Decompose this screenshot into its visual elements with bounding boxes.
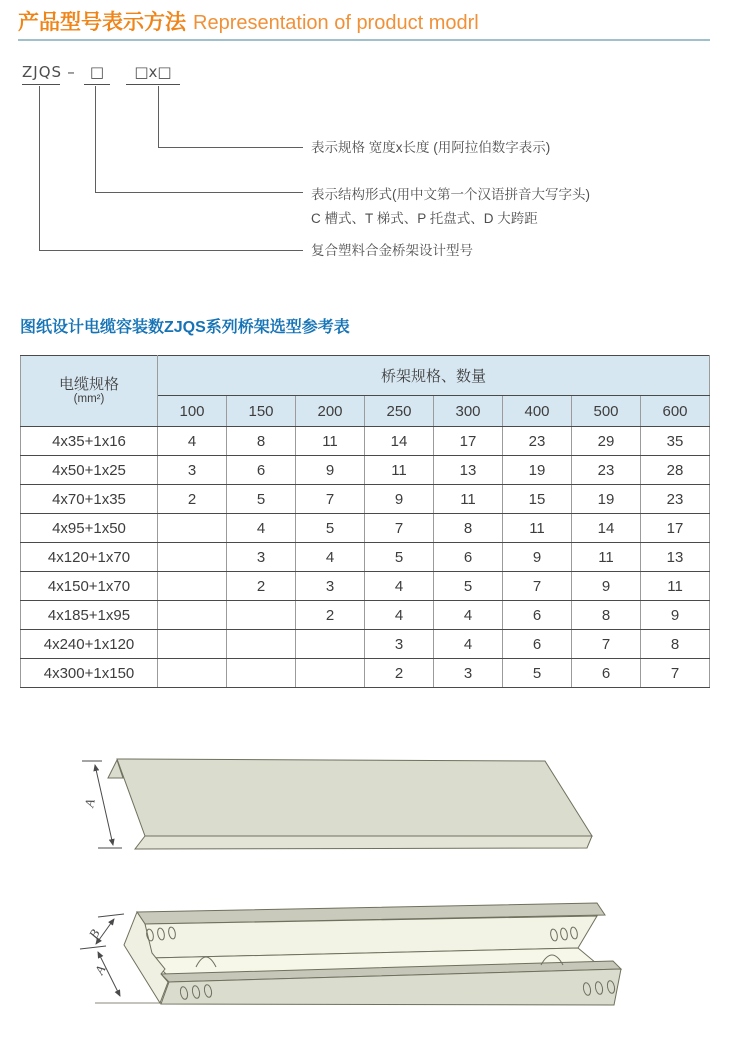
quantity-cell: [158, 630, 227, 659]
label-structure-line1: 表示结构形式(用中文第一个汉语拼音大写字头): [311, 187, 590, 202]
cable-spec-cell: 4x95+1x50: [21, 514, 158, 543]
quantity-cell: 9: [503, 543, 572, 572]
quantity-cell: 2: [296, 601, 365, 630]
connector-line-structure-horizontal: [95, 192, 303, 193]
quantity-cell: [158, 601, 227, 630]
table-row: [21, 543, 710, 572]
cable-spec-unit-text: (mm²): [73, 393, 105, 405]
cable-tray-drawing: [60, 895, 640, 1015]
connector-line-spec-vertical: [158, 86, 159, 147]
quantity-cell: 23: [503, 427, 572, 456]
selection-reference-table: [20, 355, 710, 688]
cable-spec-cell: 4x70+1x35: [21, 485, 158, 514]
cable-spec-cell: 4x50+1x25: [21, 456, 158, 485]
table-row: [21, 601, 710, 630]
table-row: [21, 630, 710, 659]
quantity-cell: 35: [641, 427, 710, 456]
quantity-cell: 11: [296, 427, 365, 456]
quantity-cell: 3: [365, 630, 434, 659]
quantity-cell: 28: [641, 456, 710, 485]
cable-spec-header-cell: [21, 356, 158, 427]
size-header-cell: 100: [158, 396, 227, 427]
quantity-cell: 4: [434, 601, 503, 630]
label-design-meaning: 复合塑料合金桥架设计型号: [311, 243, 473, 258]
quantity-cell: 5: [296, 514, 365, 543]
title-underline: [18, 39, 710, 41]
quantity-cell: 4: [158, 427, 227, 456]
page-title-en: Representation of product modrl: [193, 12, 479, 34]
quantity-cell: 29: [572, 427, 641, 456]
connector-line-structure-vertical: [95, 86, 96, 192]
table-row: [21, 485, 710, 514]
quantity-cell: 9: [365, 485, 434, 514]
quantity-cell: 6: [503, 601, 572, 630]
cable-spec-cell: 4x120+1x70: [21, 543, 158, 572]
quantity-cell: 13: [641, 543, 710, 572]
model-code-spec-box: □x□: [126, 63, 180, 85]
size-header-cell: 200: [296, 396, 365, 427]
quantity-cell: 17: [434, 427, 503, 456]
quantity-cell: [296, 659, 365, 688]
quantity-cell: 14: [365, 427, 434, 456]
quantity-cell: 11: [434, 485, 503, 514]
model-code-prefix: ZJQS: [22, 63, 60, 85]
quantity-cell: 19: [503, 456, 572, 485]
cover-front-edge: [135, 836, 592, 849]
cable-spec-cell: 4x185+1x95: [21, 601, 158, 630]
label-structure-meaning: [311, 183, 590, 231]
size-header-cell: 600: [641, 396, 710, 427]
quantity-cell: 23: [572, 456, 641, 485]
quantity-cell: [158, 572, 227, 601]
quantity-cell: 15: [503, 485, 572, 514]
quantity-cell: 5: [503, 659, 572, 688]
cable-spec-cell: 4x150+1x70: [21, 572, 158, 601]
size-header-cell: 500: [572, 396, 641, 427]
quantity-cell: 14: [572, 514, 641, 543]
quantity-cell: 7: [503, 572, 572, 601]
table-body: [21, 427, 710, 688]
connector-line-design-vertical: [39, 86, 40, 250]
cable-spec-cell: 4x35+1x16: [21, 427, 158, 456]
table-row: [21, 456, 710, 485]
quantity-cell: [227, 659, 296, 688]
quantity-cell: [158, 659, 227, 688]
cover-dim-label-a: A: [81, 797, 98, 809]
quantity-cell: 4: [227, 514, 296, 543]
quantity-cell: 4: [296, 543, 365, 572]
table-row: [21, 572, 710, 601]
quantity-cell: 2: [158, 485, 227, 514]
quantity-cell: 4: [365, 572, 434, 601]
cover-plate-drawing: [70, 746, 610, 856]
label-structure-line2: C 槽式、T 梯式、P 托盘式、D 大跨距: [311, 211, 538, 226]
tray-dim-label-b: B: [85, 926, 103, 941]
label-spec-meaning: 表示规格 宽度x长度 (用阿拉伯数字表示): [311, 140, 551, 155]
quantity-cell: 23: [641, 485, 710, 514]
quantity-cell: 3: [158, 456, 227, 485]
tray-dim-tick-top: [98, 914, 124, 917]
tray-dim-tick-middle: [80, 946, 106, 949]
model-code-structure-box: □: [84, 63, 110, 85]
quantity-cell: 2: [365, 659, 434, 688]
connector-line-design-horizontal: [39, 250, 303, 251]
table-row: [21, 659, 710, 688]
quantity-cell: 9: [641, 601, 710, 630]
quantity-cell: 4: [365, 601, 434, 630]
tray-dim-label-a: A: [91, 962, 109, 977]
tray-size-group-header-cell: 桥架规格、数量: [158, 356, 710, 396]
size-header-cell: 250: [365, 396, 434, 427]
quantity-cell: 5: [365, 543, 434, 572]
quantity-cell: 2: [227, 572, 296, 601]
quantity-cell: 9: [296, 456, 365, 485]
cable-spec-cell: 4x300+1x150: [21, 659, 158, 688]
quantity-cell: 6: [572, 659, 641, 688]
quantity-cell: 7: [296, 485, 365, 514]
quantity-cell: 7: [572, 630, 641, 659]
quantity-cell: [227, 601, 296, 630]
quantity-cell: 11: [572, 543, 641, 572]
quantity-cell: 3: [296, 572, 365, 601]
quantity-cell: 8: [641, 630, 710, 659]
quantity-cell: 8: [572, 601, 641, 630]
quantity-cell: 6: [503, 630, 572, 659]
size-header-cell: 400: [503, 396, 572, 427]
quantity-cell: [158, 514, 227, 543]
quantity-cell: 5: [227, 485, 296, 514]
quantity-cell: 5: [434, 572, 503, 601]
quantity-cell: 3: [227, 543, 296, 572]
cable-spec-cell: 4x240+1x120: [21, 630, 158, 659]
quantity-cell: 11: [641, 572, 710, 601]
quantity-cell: 8: [434, 514, 503, 543]
quantity-cell: [296, 630, 365, 659]
quantity-cell: [227, 630, 296, 659]
quantity-cell: 7: [641, 659, 710, 688]
quantity-cell: [158, 543, 227, 572]
quantity-cell: 11: [365, 456, 434, 485]
size-header-cell: 300: [434, 396, 503, 427]
page-title: [18, 6, 479, 36]
model-code-separator: –: [67, 63, 75, 81]
quantity-cell: 13: [434, 456, 503, 485]
table-header-row-group: [21, 356, 710, 396]
page-title-zh: 产品型号表示方法: [18, 11, 186, 34]
quantity-cell: 6: [227, 456, 296, 485]
table-heading: 图纸设计电缆容装数ZJQS系列桥架选型参考表: [20, 319, 350, 336]
cover-top-face: [117, 759, 592, 836]
cable-spec-header-text: 电缆规格: [58, 376, 119, 393]
quantity-cell: 11: [503, 514, 572, 543]
quantity-cell: 7: [365, 514, 434, 543]
quantity-cell: 6: [434, 543, 503, 572]
connector-line-spec-horizontal: [158, 147, 303, 148]
table-row: [21, 427, 710, 456]
quantity-cell: 9: [572, 572, 641, 601]
quantity-cell: 17: [641, 514, 710, 543]
table-row: [21, 514, 710, 543]
size-header-cell: 150: [227, 396, 296, 427]
quantity-cell: 19: [572, 485, 641, 514]
quantity-cell: 8: [227, 427, 296, 456]
quantity-cell: 3: [434, 659, 503, 688]
quantity-cell: 4: [434, 630, 503, 659]
